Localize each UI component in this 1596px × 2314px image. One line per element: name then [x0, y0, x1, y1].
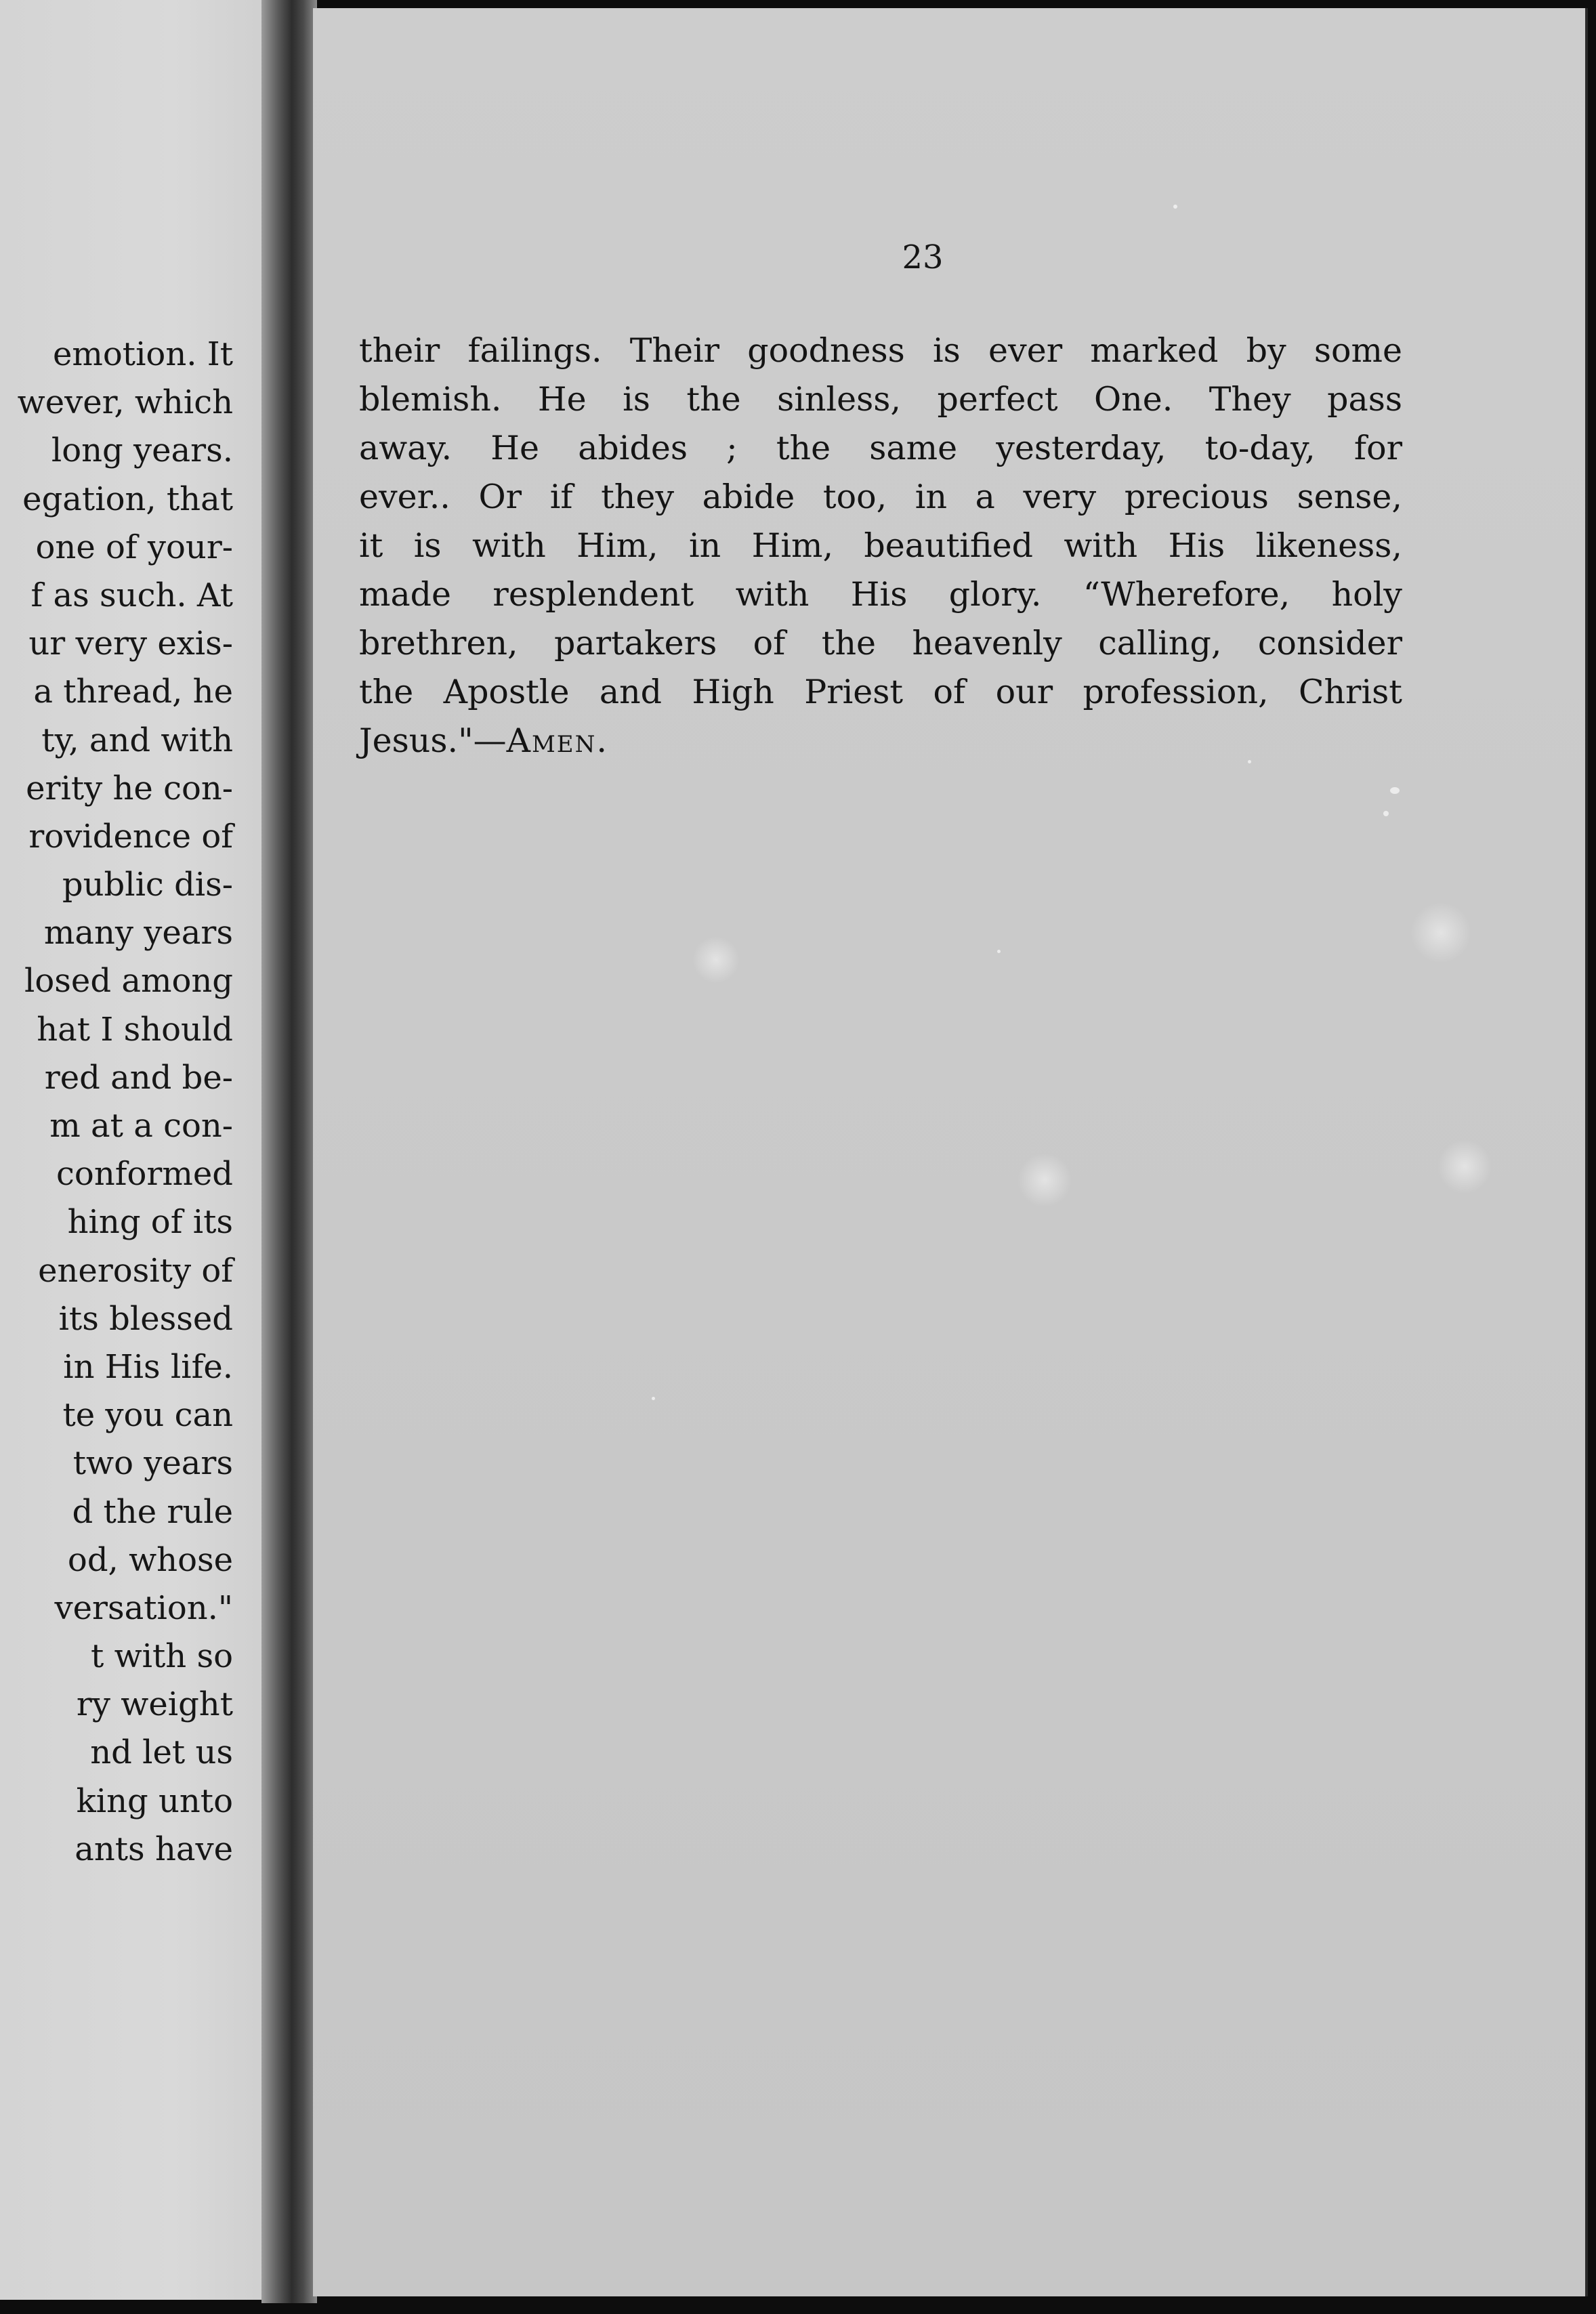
left-page-line: conformed	[56, 1155, 233, 1194]
text-line: their failings. Their goodness is ever marked by some	[359, 331, 1402, 370]
left-page-line: te you can	[62, 1396, 233, 1435]
left-page-line: ry weight	[76, 1685, 233, 1724]
text-line: blemish. He is the sinless, perfect One. They pass	[359, 380, 1402, 419]
left-page	[0, 0, 291, 2300]
left-page-line: red and be-	[44, 1058, 233, 1097]
left-page-line: losed among	[24, 962, 233, 1001]
left-page-line: f as such. At	[30, 576, 233, 614]
text-line: brethren, partakers of the heavenly calling, consider	[359, 624, 1402, 662]
left-page-line: wever, which	[17, 383, 233, 422]
left-page-line: ants have	[75, 1830, 233, 1868]
text-line: made resplendent with His glory. “Wherefore, holy	[359, 575, 1402, 614]
scan-speck	[1390, 787, 1400, 794]
left-page-line: two years	[72, 1444, 233, 1483]
scan-blot	[1410, 902, 1471, 963]
scan-blot	[1437, 1139, 1492, 1194]
text-line: away. He abides ; the same yesterday, to-day, for	[359, 429, 1402, 467]
left-page-line: rovidence of	[28, 817, 233, 856]
left-page-line: public dis-	[62, 866, 233, 904]
left-page-line: ur very exis-	[28, 625, 233, 663]
left-page-line: one of your-	[35, 528, 233, 566]
left-page-line: emotion. It	[52, 335, 233, 373]
left-page-line: erity he con-	[26, 769, 233, 807]
left-page-line: d the rule	[72, 1492, 233, 1531]
left-page-line: king unto	[76, 1782, 233, 1820]
left-page-line: hing of its	[67, 1203, 233, 1242]
book-gutter	[261, 0, 317, 2303]
scan-speck	[997, 950, 1001, 953]
left-page-line: in His life.	[63, 1347, 233, 1386]
left-page-text	[18, 331, 233, 1874]
left-page-line: ty, and with	[41, 721, 233, 759]
left-page-line: egation, that	[22, 480, 233, 518]
left-page-line: m at a con-	[49, 1107, 233, 1145]
scan-speck	[1248, 760, 1251, 763]
scan-speck	[1173, 205, 1177, 209]
scan-speck	[652, 1397, 655, 1400]
scan-blot	[1017, 1153, 1072, 1207]
left-page-line: a thread, he	[33, 673, 233, 711]
text-line: it is with Him, in Him, beautified with His likeness,	[359, 526, 1402, 565]
scan-speck	[1383, 811, 1389, 816]
text-line: the Apostle and High Priest of our profession, Christ	[359, 673, 1402, 711]
left-page-line: t with so	[91, 1637, 233, 1676]
right-page	[313, 8, 1588, 2296]
scan-blot	[692, 936, 740, 984]
text-line: ever.. Or if they abide too, in a very precious sense,	[359, 478, 1402, 516]
closing-line	[359, 717, 1402, 765]
closing-text: Jesus."—	[359, 721, 507, 760]
amen-text: Amen.	[506, 721, 608, 760]
page-number: 23	[902, 238, 944, 276]
body-text	[359, 327, 1402, 765]
left-page-line: long years.	[51, 432, 233, 470]
left-page-line: many years	[43, 914, 233, 952]
left-page-line: od, whose	[67, 1540, 233, 1579]
left-page-line: its blessed	[58, 1299, 233, 1338]
left-page-line: hat I should	[37, 1010, 233, 1049]
left-page-line: enerosity of	[38, 1251, 233, 1290]
left-page-line: versation."	[54, 1589, 233, 1627]
left-page-line: nd let us	[90, 1733, 233, 1772]
